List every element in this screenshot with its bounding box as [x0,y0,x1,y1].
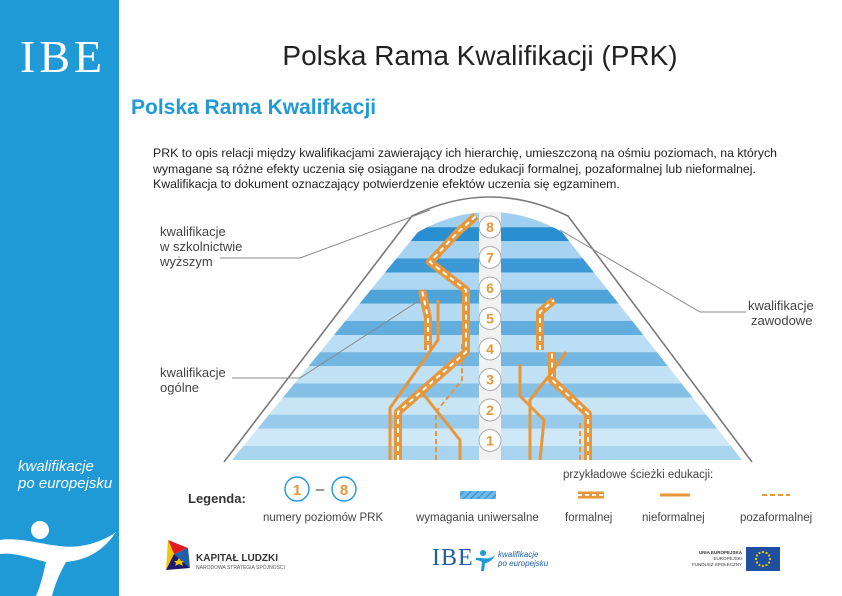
label-higher-education [160,224,242,269]
level-number: 2 [486,402,494,418]
legend-nonformal-caption: pozaformalnej [740,512,813,524]
ibe-logo: IBE [20,31,107,82]
kapital-ludzki-name: KAPITAŁ LUDZKI [196,553,279,564]
label-vocational [748,298,814,328]
label-general [160,365,226,395]
eu-star [755,558,757,560]
description-line: PRK to opis relacji między kwalifikacjami zawierający ich hierarchię, umieszczoną na ośmiu poziomach, na których [153,146,777,160]
description-line: wymagane są różne efekty uczenia się osiągane na drodze edukacji formalnej, pozaformalnej lub nieformalnej. [153,161,756,176]
kapital-ludzki-logo-icon [164,538,194,574]
eu-star [756,561,758,563]
page-title: Polska Rama Kwalifikacji (PRK) [282,40,678,71]
eu-line: FUNDUSZ SPOŁECZNY [691,562,742,567]
tagline-line-2: po europejsku [18,475,113,492]
eu-star [768,554,770,556]
label-line: ogólne [160,380,200,395]
diagram-subtitle: Polska Rama Kwalifkacji [131,96,377,119]
eu-star [758,552,760,554]
label-line: kwalifikacje [160,365,226,380]
kpe-footer [498,550,548,568]
legend-universal-swatch [460,491,496,499]
level-number: 6 [486,280,494,296]
eu-text [682,550,742,568]
eu-line: EUROPEJSKI [713,556,742,561]
eu-flag-icon [746,547,780,571]
label-line: kwalifikacje [160,224,226,239]
level-number: 3 [486,371,494,388]
eu-star [758,564,760,566]
label-line: kwalifikacje [748,298,814,313]
footer-person-icon [476,549,496,571]
label-line: zawodowe [751,313,813,328]
level-number: 8 [486,219,494,235]
eu-star [756,554,758,556]
description-line: Kwalifikacja to dokument oznaczający potwierdzenie efektów uczenia się egzaminem. [153,177,620,191]
eu-star [769,558,771,560]
level-number: 7 [486,249,494,266]
eu-star [762,565,764,567]
ibe-footer-logo: IBE [432,545,474,571]
legend-range-end: 8 [339,482,349,499]
eu-star [765,552,767,554]
level-number: 1 [486,432,494,449]
legend-range-start: 1 [292,482,302,499]
tagline-line-1: kwalifikacje [18,458,94,475]
legend-formal-caption: formalnej [565,512,613,524]
level-number: 4 [486,341,494,357]
kpe-line: po europejsku [498,559,549,568]
kpe-line: kwalifikacje [498,550,539,559]
legend-range-dash: – [315,481,325,498]
eu-star [768,561,770,563]
eu-line: UNIA EUROPEJSKA [698,550,742,555]
kapital-ludzki-sub: NARODOWA STRATEGIA SPÓJNOŚCI [196,565,285,571]
legend-levels-caption: numery poziomów PRK [263,512,384,524]
legend-universal-caption: wymagania uniwersalne [416,512,539,524]
level-number: 5 [486,310,494,327]
eu-star [765,564,767,566]
legend-title: Legenda: [188,491,246,506]
eu-star [762,551,764,553]
label-line: w szkolnictwie [160,239,243,254]
legend-informal-caption: nieformalnej [642,512,705,524]
legend-paths-title: przykładowe ścieżki edukacji: [563,469,714,481]
label-line: wyższym [160,254,213,269]
